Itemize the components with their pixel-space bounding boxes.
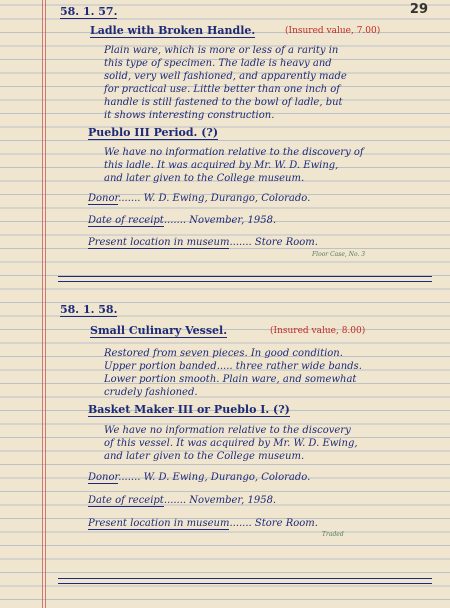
separator-rule (58, 578, 432, 579)
provenance-line: We have no information relative to the discovery of (104, 147, 364, 158)
receipt-label: Date of receipt (88, 215, 164, 226)
description-line: crudely fashioned. (104, 387, 198, 398)
separator-rule (58, 583, 432, 584)
separator-rule (58, 276, 432, 277)
page-number: 29 (409, 2, 428, 17)
leader-dots: ....... (163, 495, 187, 506)
receipt-value: November, 1958. (189, 495, 277, 506)
leader-dots: ....... (229, 237, 252, 248)
leader-dots: ....... (118, 472, 141, 483)
description-line: this type of specimen. The ladle is heavy and (104, 58, 332, 69)
description-line: for practical use. Little better than one inch of (104, 84, 341, 95)
description-line: Plain ware, which is more or less of a rarity in (104, 45, 339, 56)
margin-line (45, 0, 46, 608)
catalog-number: 58. 1. 57. (60, 5, 118, 18)
location-label: Present location in museum (88, 237, 230, 248)
insured-value: (Insured value, 8.00) (270, 326, 366, 336)
entry-title: Ladle with Broken Handle. (90, 24, 256, 37)
provenance-line: We have no information relative to the discovery (104, 425, 351, 436)
period: Pueblo III Period. (?) (88, 126, 219, 139)
description-line: it shows interesting construction. (104, 110, 275, 121)
leader-dots: ....... (163, 215, 187, 226)
provenance-line: and later given to the College museum. (104, 451, 305, 462)
provenance-line: and later given to the College museum. (104, 173, 305, 184)
location-label: Present location in museum (88, 518, 230, 529)
leader-dots: ....... (229, 518, 252, 529)
entry-title: Small Culinary Vessel. (90, 324, 228, 337)
description-line: handle is still fastened to the bowl of ladle, but (104, 97, 343, 108)
margin-line (42, 0, 43, 608)
receipt-value: November, 1958. (189, 215, 277, 226)
provenance-line: this ladle. It was acquired by Mr. W. D. Ewing, (104, 160, 339, 171)
donor-label: Donor (88, 472, 119, 483)
description-line: Restored from seven pieces. In good condition. (104, 348, 343, 359)
receipt-label: Date of receipt (88, 495, 164, 506)
provenance-line: of this vessel. It was acquired by Mr. W. D. Ewing, (104, 438, 358, 449)
location-note: Traded (322, 531, 344, 538)
period: Basket Maker III or Pueblo I. (?) (88, 403, 290, 416)
donor-value: W. D. Ewing, Durango, Colorado. (143, 472, 311, 483)
location-value: Store Room. (254, 237, 318, 248)
donor-value: W. D. Ewing, Durango, Colorado. (143, 193, 311, 204)
description-line: Lower portion smooth. Plain ware, and somewhat (104, 374, 357, 385)
location-note: Floor Case, No. 3 (312, 251, 366, 258)
donor-label: Donor (88, 193, 119, 204)
catalog-number: 58. 1. 58. (60, 303, 118, 316)
description-line: solid, very well fashioned, and apparently made (104, 71, 347, 82)
separator-rule (58, 281, 432, 282)
description-line: Upper portion banded..... three rather wide bands. (104, 361, 362, 372)
leader-dots: ....... (118, 193, 141, 204)
location-value: Store Room. (254, 518, 318, 529)
insured-value: (Insured value, 7.00) (285, 26, 381, 36)
